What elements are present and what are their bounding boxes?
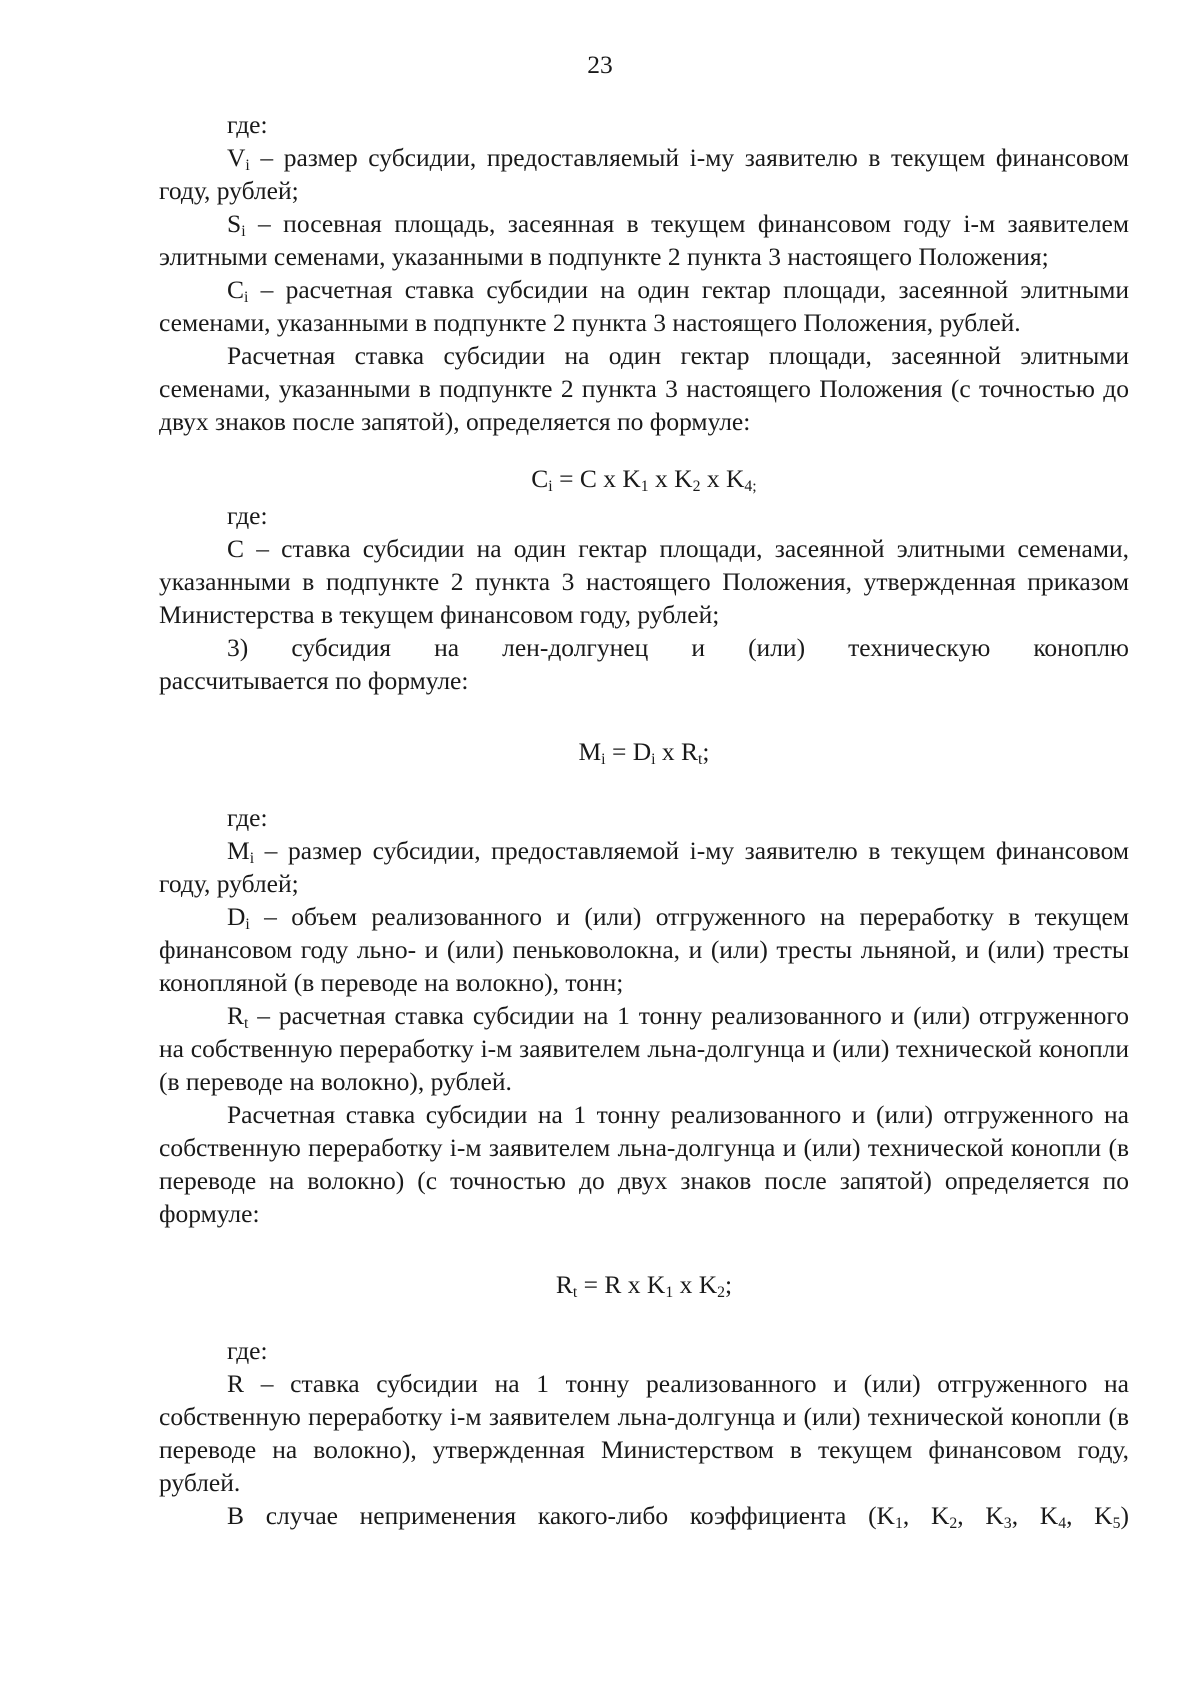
definition-c-rate: C – ставка субсидии на один гектар площади, засеянной элитными семенами, указанными в подпункте 2 пункта 3 настоящего Положения, утвержденная приказом Министерства в текущем финансовом году, рублей; (159, 534, 1129, 629)
item-3-line-2: рассчитывается по формуле: (159, 666, 469, 695)
definition-r-rate: R – ставка субсидии на 1 тонну реализованного и (или) отгруженного на собственную переработку i-м заявителем льна-долгунца и (или) технической конопли (в переводе на волокно), утвержденная Министерством в текущем финансовом году, рублей. (159, 1369, 1129, 1497)
definition-m: $M_i$ – размер субсидии, предоставляемой i-му заявителю в текущем финансовом году, рублей; (159, 836, 1129, 898)
where-label-4: где: (227, 1336, 268, 1365)
where-label-2: где: (227, 501, 268, 530)
formula-ci: $C_i = C$ х $K_1$ х $K_2$ х $K_{4;}$ (531, 464, 757, 495)
definition-d: $D_i$ – объем реализованного и (или) отгруженного на переработку в текущем финансовом году льно- и (или) пеньковолокна, и (или) тресты льняной, и (или) тресты конопляной (в переводе на волокно), тонн; (159, 902, 1129, 997)
item-3-line-1: 3) субсидия на лен-долгунец и (или) техническую коноплю (227, 633, 1129, 662)
document-body (159, 108, 1129, 1532)
page-number: 23 (587, 50, 613, 79)
formula-rt: $R_t = R$ х $K_1$ х $K_2$; (555, 1270, 733, 1301)
definition-r: $R_t$ – расчетная ставка субсидии на 1 тонну реализованного и (или) отгруженного на собственную переработку i-м заявителем льна-долгунца и (или) технической конопли (в переводе на волокно), рублей. (159, 1001, 1129, 1096)
last-line: В случае неприменения какого-либо коэффициента ($K_1$, $K_2$, $K_3$, $K_4$, $K_5$) (227, 1501, 1130, 1532)
definition-v: $V_i$ – размер субсидии, предоставляемый i-му заявителю в текущем финансовом году, рублей; (159, 143, 1129, 205)
formula-mi: $M_i = D_i$ х $R_t$; (578, 737, 710, 768)
definition-c: $C_i$ – расчетная ставка субсидии на один гектар площади, засеянной элитными семенами, указанными в подпункте 2 пункта 3 настоящего Положения, рублей. (159, 275, 1129, 337)
where-label-3: где: (227, 803, 268, 832)
definition-s: $S_i$ – посевная площадь, засеянная в текущем финансовом году i-м заявителем элитными семенами, указанными в подпункте 2 пункта 3 настоящего Положения; (159, 209, 1129, 271)
rate-paragraph-1: Расчетная ставка субсидии на один гектар площади, засеянной элитными семенами, указанными в подпункте 2 пункта 3 настоящего Положения (с точностью до двух знаков после запятой), определяется по формуле: (159, 341, 1129, 436)
where-label: где: (227, 110, 268, 139)
rate-paragraph-2: Расчетная ставка субсидии на 1 тонну реализованного и (или) отгруженного на собственную переработку i-м заявителем льна-долгунца и (или) технической конопли (в переводе на волокно) (с точностью до двух знаков после запятой) определяется по формуле: (159, 1100, 1129, 1228)
